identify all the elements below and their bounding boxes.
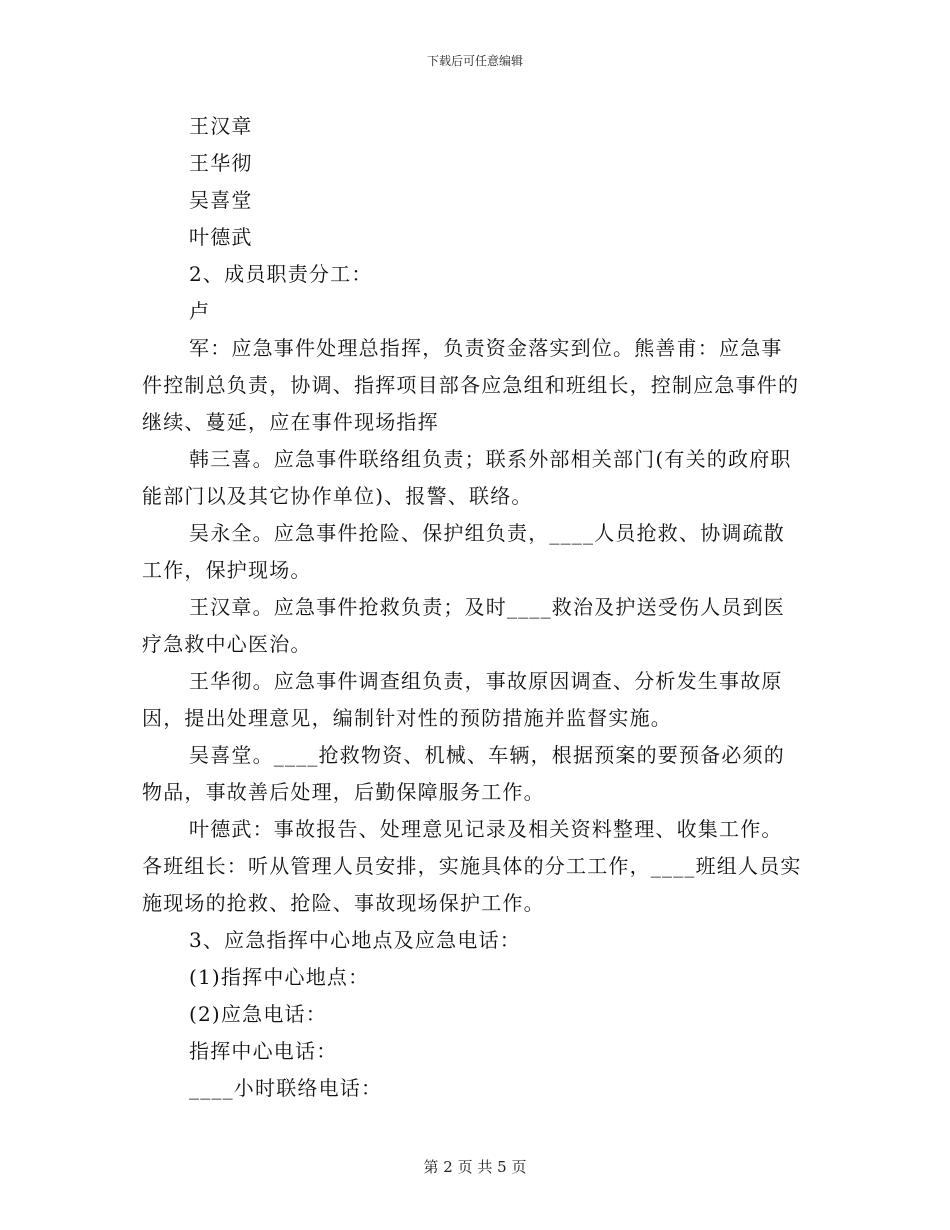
- duty-paragraph: 吴永全。应急事件抢险、保护组负责，____人员抢救、协调疏散工作，保护现场。: [142, 521, 785, 582]
- member-name: 吴喜堂: [189, 188, 253, 212]
- phone-label: 指挥中心电话：: [189, 1039, 338, 1063]
- list-item: (1)指挥中心地点：: [189, 965, 370, 989]
- duty-paragraph: 王汉章。应急事件抢救负责；及时____救治及护送受伤人员到医疗急救中心医治。: [142, 595, 785, 656]
- duty-paragraph: 王华彻。应急事件调查组负责，事故原因调查、分析发生事故原因，提出处理意见，编制针对性的预防措施并监督实施。: [142, 669, 783, 730]
- duty-paragraph: 韩三喜。应急事件联络组负责；联系外部相关部门(有关的政府职能部门以及其它协作单位)、报警、联络。: [142, 447, 792, 508]
- member-name: 叶德武: [189, 225, 253, 249]
- section-heading: 3、应急指挥中心地点及应急电话：: [189, 928, 521, 952]
- list-item: (2)应急电话：: [189, 1002, 327, 1026]
- page-header: 下载后可任意编辑: [426, 54, 523, 68]
- section-heading: 2、成员职责分工：: [189, 262, 373, 286]
- member-name: 卢: [189, 299, 211, 323]
- duty-paragraph: 军：应急事件处理总指挥，负责资金落实到位。熊善甫：应急事件控制总负责，协调、指挥项目部各应急组和班组长，控制应急事件的继续、蔓延，应在事件现场指挥: [142, 336, 800, 434]
- page-footer: 第 2 页 共 5 页: [423, 1158, 527, 1176]
- phone-label: ____小时联络电话：: [189, 1076, 383, 1100]
- duty-paragraph: 吴喜堂。____抢救物资、机械、车辆，根据预案的要预备必须的物品，事故善后处理，后勤保障服务工作。: [142, 743, 785, 804]
- member-name: 王汉章: [189, 114, 253, 138]
- document-body: [142, 108, 802, 1107]
- duty-paragraph: 叶德武：事故报告、处理意见记录及相关资料整理、收集工作。各班组长：听从管理人员安排，实施具体的分工工作，____班组人员实施现场的抢救、抢险、事故现场保护工作。: [142, 817, 802, 915]
- member-name: 王华彻: [189, 151, 253, 175]
